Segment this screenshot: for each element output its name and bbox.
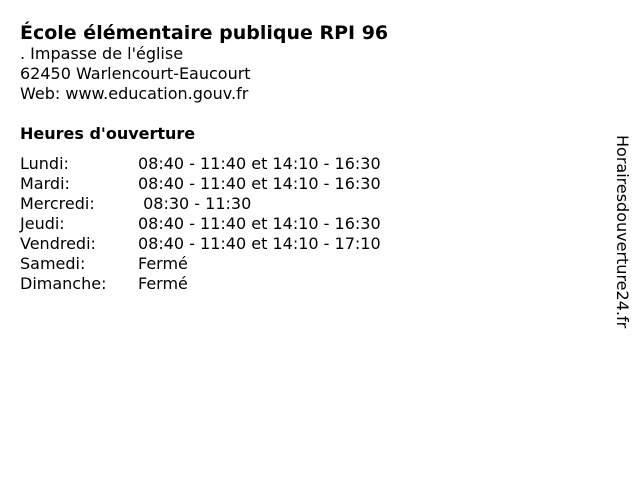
time-value: Fermé bbox=[138, 254, 188, 273]
day-label: Mercredi: bbox=[20, 194, 95, 213]
postal-city: 62450 Warlencourt-Eaucourt bbox=[20, 64, 251, 83]
hours-row-friday bbox=[20, 234, 440, 254]
side-brand-text: Horairesdouverture24.fr bbox=[613, 135, 632, 329]
time-value: 08:40 - 11:40 et 14:10 - 17:10 bbox=[138, 234, 381, 253]
time-value: Fermé bbox=[138, 274, 188, 293]
time-value: 08:40 - 11:40 et 14:10 - 16:30 bbox=[138, 214, 381, 233]
street-address: . Impasse de l'église bbox=[20, 44, 184, 63]
address-block bbox=[20, 44, 251, 104]
hours-table bbox=[20, 154, 440, 294]
day-label: Mardi: bbox=[20, 174, 70, 193]
day-label: Dimanche: bbox=[20, 274, 107, 293]
day-label: Lundi: bbox=[20, 154, 69, 173]
time-value: 08:40 - 11:40 et 14:10 - 16:30 bbox=[138, 154, 381, 173]
time-value: 08:30 - 11:30 bbox=[138, 194, 252, 213]
day-label: Vendredi: bbox=[20, 234, 96, 253]
time-value: 08:40 - 11:40 et 14:10 - 16:30 bbox=[138, 174, 381, 193]
hours-row-wednesday bbox=[20, 194, 440, 214]
website: Web: www.education.gouv.fr bbox=[20, 84, 249, 103]
hours-row-saturday bbox=[20, 254, 440, 274]
hours-heading: Heures d'ouverture bbox=[20, 124, 196, 143]
hours-row-thursday bbox=[20, 214, 440, 234]
hours-row-sunday bbox=[20, 274, 440, 294]
hours-row-tuesday bbox=[20, 174, 440, 194]
day-label: Jeudi: bbox=[20, 214, 65, 233]
day-label: Samedi: bbox=[20, 254, 86, 273]
page-title: École élémentaire publique RPI 96 bbox=[20, 21, 389, 44]
hours-row-monday bbox=[20, 154, 440, 174]
